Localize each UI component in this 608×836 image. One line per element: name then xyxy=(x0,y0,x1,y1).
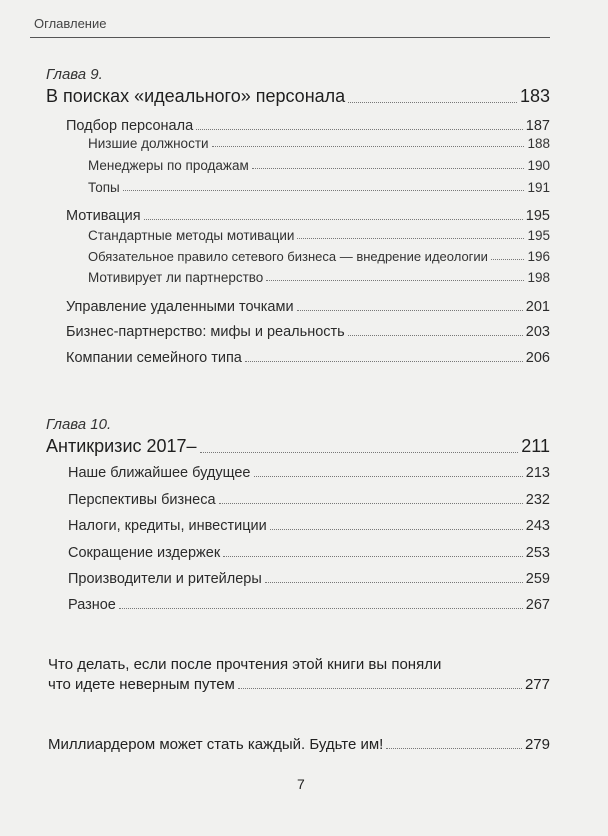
entry-title: Топы xyxy=(88,180,120,195)
toc-subentry[interactable] xyxy=(88,136,550,151)
entry-title: Менеджеры по продажам xyxy=(88,158,249,173)
header-rule xyxy=(30,37,550,38)
toc-entry[interactable] xyxy=(66,350,550,366)
entry-title: Компании семейного типа xyxy=(66,350,242,366)
leader-dots xyxy=(119,608,523,609)
entry-title: Низшие должности xyxy=(88,136,209,151)
toc-entry[interactable] xyxy=(68,545,550,561)
entry-title: Миллиардером может стать каждый. Будьте им! xyxy=(48,736,384,753)
entry-page: 188 xyxy=(527,136,550,151)
entry-page: 211 xyxy=(521,436,550,456)
running-head: Оглавление xyxy=(34,16,107,31)
entry-page: 196 xyxy=(527,249,550,264)
entry-page: 259 xyxy=(525,571,550,587)
chapter-9-title-entry[interactable] xyxy=(46,86,550,107)
entry-page: 213 xyxy=(525,465,550,481)
leader-dots xyxy=(348,102,517,103)
leader-dots xyxy=(219,503,523,504)
leader-dots xyxy=(254,476,523,477)
entry-title: Сокращение издержек xyxy=(68,545,221,561)
entry-page: 253 xyxy=(525,545,550,561)
leader-dots xyxy=(252,168,525,169)
entry-page: 243 xyxy=(525,518,550,534)
extra-entry-1-line1: Что делать, если после прочтения этой книги вы поняли xyxy=(48,656,442,673)
entry-page: 195 xyxy=(527,228,550,243)
toc-entry[interactable] xyxy=(68,597,550,613)
entry-page: 195 xyxy=(525,208,550,224)
leader-dots xyxy=(491,259,525,260)
entry-page: 198 xyxy=(527,270,550,285)
chapter-10-title-entry[interactable] xyxy=(46,436,550,457)
toc-entry[interactable] xyxy=(66,324,550,340)
entry-title: Стандартные методы мотивации xyxy=(88,228,295,243)
entry-title: Управление удаленными точками xyxy=(66,299,294,315)
leader-dots xyxy=(270,529,523,530)
entry-title: Разное xyxy=(68,597,116,613)
leader-dots xyxy=(348,335,523,336)
entry-title: Наше ближайшее будущее xyxy=(68,465,251,481)
toc-subentry[interactable] xyxy=(88,158,550,173)
extra-entry-1[interactable] xyxy=(48,676,550,693)
toc-entry[interactable] xyxy=(68,571,550,587)
toc-subentry[interactable] xyxy=(88,180,550,195)
chapter-9-label: Глава 9. xyxy=(46,66,103,83)
toc-subentry[interactable] xyxy=(88,228,550,243)
entry-title: Обязательное правило сетевого бизнеса — внедрение идеологии xyxy=(88,249,488,264)
toc-entry[interactable] xyxy=(68,518,550,534)
leader-dots xyxy=(245,361,523,362)
leader-dots xyxy=(200,452,519,453)
leader-dots xyxy=(144,219,523,220)
leader-dots xyxy=(196,129,523,130)
leader-dots xyxy=(238,688,522,689)
entry-title: Бизнес-партнерство: мифы и реальность xyxy=(66,324,345,340)
leader-dots xyxy=(297,310,523,311)
entry-page: 201 xyxy=(525,299,550,315)
page-number: 7 xyxy=(297,776,305,792)
toc-entry[interactable] xyxy=(66,208,550,224)
entry-title: Подбор персонала xyxy=(66,118,194,134)
entry-page: 206 xyxy=(525,350,550,366)
entry-page: 187 xyxy=(525,118,550,134)
entry-page: 190 xyxy=(527,158,550,173)
leader-dots xyxy=(123,190,525,191)
entry-title: Антикризис 2017– xyxy=(46,436,197,456)
entry-title: Перспективы бизнеса xyxy=(68,492,216,508)
toc-entry[interactable] xyxy=(68,492,550,508)
entry-title: В поисках «идеального» персонала xyxy=(46,86,346,106)
entry-page: 267 xyxy=(525,597,550,613)
entry-page: 183 xyxy=(519,86,550,106)
entry-title: Производители и ритейлеры xyxy=(68,571,262,587)
entry-title: что идете неверным путем xyxy=(48,676,235,693)
leader-dots xyxy=(266,280,524,281)
leader-dots xyxy=(223,556,523,557)
leader-dots xyxy=(265,582,523,583)
chapter-10-label: Глава 10. xyxy=(46,416,112,433)
leader-dots xyxy=(212,146,525,147)
entry-page: 279 xyxy=(524,736,550,753)
toc-entry[interactable] xyxy=(66,118,550,134)
toc-subentry[interactable] xyxy=(88,249,550,264)
entry-page: 191 xyxy=(527,180,550,195)
leader-dots xyxy=(297,238,524,239)
extra-entry-2[interactable] xyxy=(48,736,550,753)
toc-entry[interactable] xyxy=(68,465,550,481)
toc-entry[interactable] xyxy=(66,299,550,315)
leader-dots xyxy=(386,748,522,749)
entry-title: Налоги, кредиты, инвестиции xyxy=(68,518,267,534)
entry-title: Мотивирует ли партнерство xyxy=(88,270,264,285)
entry-page: 232 xyxy=(525,492,550,508)
toc-subentry[interactable] xyxy=(88,270,550,285)
entry-page: 277 xyxy=(524,676,550,693)
entry-page: 203 xyxy=(525,324,550,340)
entry-title: Мотивация xyxy=(66,208,141,224)
